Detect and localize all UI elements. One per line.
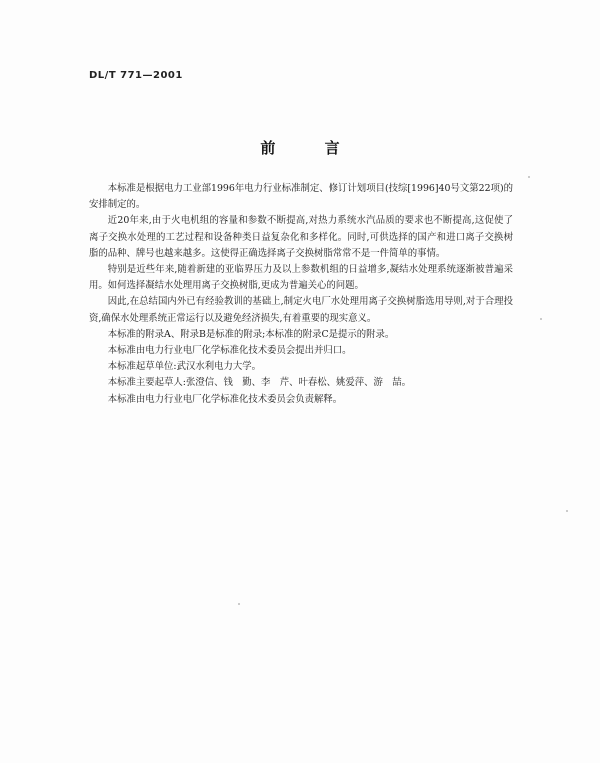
paragraph: 近20年来,由于火电机组的容量和参数不断提高,对热力系统水汽品质的要求也不断提高,这促使了离子交换水处理的工艺过程和设备种类日益复杂化和多样化。同时,可供选择的国产和进口离子交换树脂的品种、牌号也越来越多。这使得正确选择离子交换树脂常常不是一件简单的事情。 bbox=[89, 215, 513, 259]
foreword-body bbox=[89, 181, 513, 408]
standard-code: DL/T 771—2001 bbox=[89, 70, 183, 81]
paragraph: 本标准主要起草人:张澄信、钱 勤、李 芹、叶春松、姚爱萍、游 喆。 bbox=[107, 377, 411, 389]
paragraph: 特别是近些年来,随着新建的亚临界压力及以上参数机组的日益增多,凝结水处理系统逐渐被普遍采用。如何选择凝结水处理用离子交换树脂,更成为普遍关心的问题。 bbox=[89, 264, 513, 292]
page-title: 前 言 bbox=[260, 139, 362, 157]
scan-speck bbox=[540, 318, 542, 320]
scan-speck bbox=[528, 176, 530, 178]
paragraph: 本标准是根据电力工业部1996年电力行业标准制定、修订计划项目(技综[1996]40号文第22项)的安排制定的。 bbox=[89, 183, 513, 211]
paragraph: 因此,在总结国内外已有经验教训的基础上,制定火电厂水处理用离子交换树脂选用导则,对于合理投资,确保水处理系统正常运行以及避免经济损失,有着重要的现实意义。 bbox=[89, 296, 513, 324]
paragraph: 本标准的附录A、附录B是标准的附录;本标准的附录C是提示的附录。 bbox=[107, 328, 395, 340]
paragraph: 本标准由电力行业电厂化学标准化技术委员会提出并归口。 bbox=[107, 345, 352, 357]
paragraph: 本标准起草单位:武汉水利电力大学。 bbox=[107, 361, 261, 373]
scan-speck bbox=[566, 510, 568, 512]
scan-speck bbox=[238, 603, 240, 605]
paragraph: 本标准由电力行业电厂化学标准化技术委员会负责解释。 bbox=[107, 393, 343, 405]
